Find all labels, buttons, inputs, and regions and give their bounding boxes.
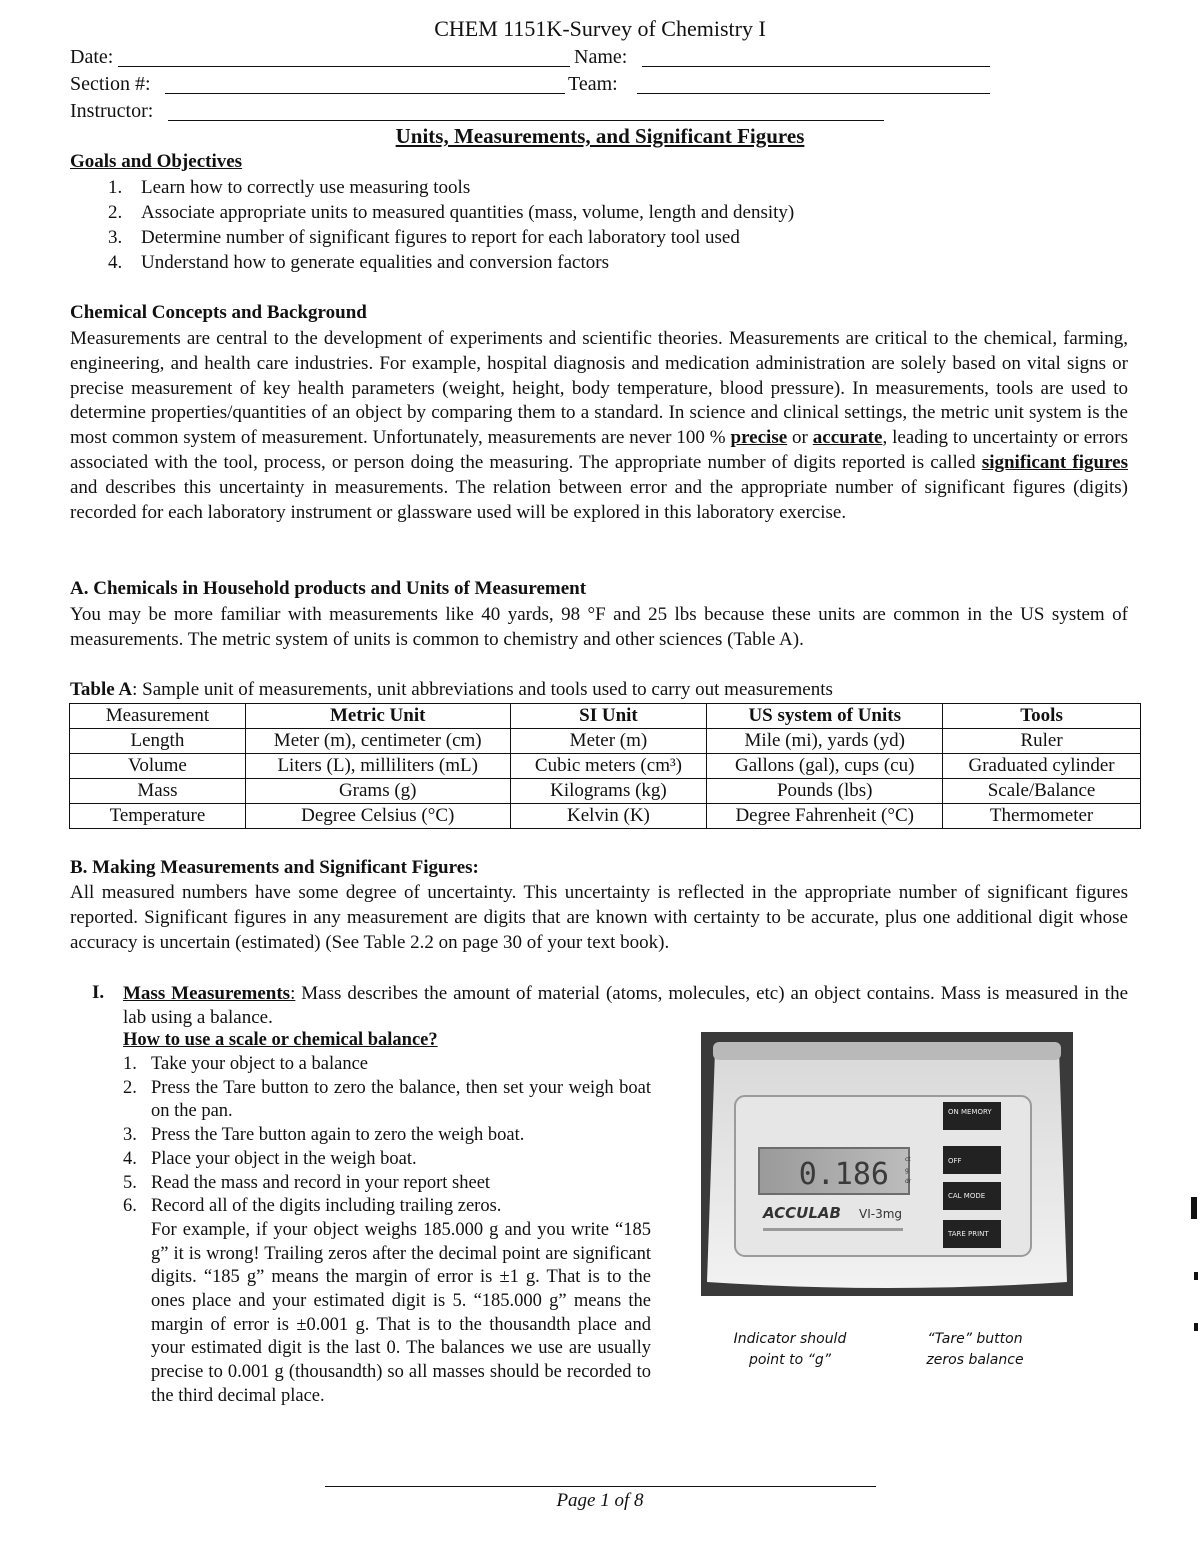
table-header-cell: US system of Units: [707, 704, 943, 729]
step-item: 5. Read the mass and record in your report sheet: [123, 1172, 491, 1193]
table-header-cell: Measurement: [70, 704, 246, 729]
footer-rule: [325, 1486, 876, 1487]
table-a-caption: Table A: Sample unit of measurements, unit abbreviations and tools used to carry out measurements: [70, 679, 833, 700]
step-item: 2. Press the Tare button to zero the balance, then set your weigh boat on the pan.: [123, 1077, 651, 1122]
goals-list: [72, 175, 972, 275]
edge-mark: [1194, 1272, 1198, 1280]
section-label: Section #:: [70, 73, 151, 95]
goal-item: 2. Associate appropriate units to measured quantities (mass, volume, length and density): [108, 202, 795, 223]
balance-model: VI-3mg: [859, 1207, 903, 1221]
table-cell: Meter (m), centimeter (cm): [245, 729, 510, 754]
date-label: Date:: [70, 46, 114, 68]
background-paragraph: Measurements are central to the development of experiments and scientific theories. Measurements are critical to the chemical, farming, engineering, and health care industries. For example, hospital diagnosis and medication administration are solely based on vital signs or precise measurement of key health parameters (weight, height, body temperature, blood pressure). In measurements, tools are used to determine properties/quantities of an object by comparing them to a standard. In science and clinical settings, the metric unit system is the most common system of measurement. Unfortunately, measurements are never 100 % precise or accurate, leading to uncertainty or errors associated with the tool, process, or person doing the measuring. The appropriate number of digits reported is called significant figures and describes this uncertainty in measurements. The relation between error and the appropriate number of significant figures (digits) recorded for each laboratory instrument or glassware used will be explored in this laboratory exercise.: [70, 328, 1129, 523]
table-cell: Meter (m): [510, 729, 707, 754]
instructor-label: Instructor:: [70, 100, 154, 122]
balance-button-tare: [943, 1220, 1001, 1248]
step-item: 3. Press the Tare button again to zero the weigh boat.: [123, 1125, 525, 1146]
balance-brand: ACCULAB: [763, 1204, 841, 1222]
table-row: [70, 804, 1141, 829]
balance-button-cal: [943, 1182, 1001, 1210]
goal-item: 4. Understand how to generate equalities and conversion factors: [108, 252, 609, 273]
step-item: 4. Place your object in the weigh boat.: [123, 1148, 417, 1169]
table-cell: Length: [70, 729, 246, 754]
balance-button-off: [943, 1146, 1001, 1174]
section-a-paragraph: You may be more familiar with measurements like 40 yards, 98 °F and 25 lbs because these units are common in the US system of measurements. The metric system of units is common to chemistry and other sciences (Table A).: [70, 604, 1128, 650]
svg-text:OFF: OFF: [948, 1157, 962, 1165]
table-cell: Volume: [70, 754, 246, 779]
table-header-cell: Tools: [943, 704, 1141, 729]
table-row: [70, 779, 1141, 804]
goal-item: 3. Determine number of significant figures to report for each laboratory tool used: [108, 227, 740, 248]
date-field[interactable]: [118, 66, 570, 67]
table-header-cell: SI Unit: [510, 704, 707, 729]
balance-illustration: [701, 1032, 1073, 1296]
term-significant-figures: significant figures: [981, 451, 1129, 473]
table-cell: Liters (L), milliliters (mL): [245, 754, 510, 779]
course-title: CHEM 1151K-Survey of Chemistry I: [434, 16, 766, 41]
step-item: 6. Record all of the digits including trailing zeros.: [123, 1196, 502, 1217]
table-cell: Thermometer: [943, 804, 1141, 829]
section-b-paragraph: All measured numbers have some degree of uncertainty. This uncertainty is reflected in the appropriate number of significant figures reported. Significant figures in any measurement are digits that are known with certainty to be accurate, plus one additional digit whose accuracy is uncertain (estimated) (See Table 2.2 on page 30 of your text book).: [70, 882, 1128, 953]
edge-mark: [1191, 1197, 1197, 1219]
svg-text:ct: ct: [905, 1156, 911, 1163]
mass-intro: Mass Measurements: Mass describes the amount of material (atoms, molecules, etc) an object contains. Mass is measured in the lab using a balance.: [123, 983, 1129, 1028]
edge-mark: [1194, 1323, 1198, 1331]
indicator-caption: Indicator should point to “g”: [733, 1331, 847, 1368]
document-title: Units, Measurements, and Significant Figures: [395, 124, 805, 148]
svg-text:ON MEMORY: ON MEMORY: [948, 1108, 992, 1116]
table-row: [70, 754, 1141, 779]
table-cell: Mile (mi), yards (yd): [707, 729, 943, 754]
balance-button-on: [943, 1102, 1001, 1130]
table-header-cell: Metric Unit: [245, 704, 510, 729]
svg-text:TARE PRINT: TARE PRINT: [948, 1230, 989, 1238]
term-precise: precise: [730, 427, 788, 449]
step-item: 1. Take your object to a balance: [123, 1054, 369, 1074]
section-a-heading: A. Chemicals in Household products and Units of Measurement: [70, 578, 587, 599]
table-cell: Degree Fahrenheit (°C): [707, 804, 943, 829]
table-cell: Temperature: [70, 804, 246, 829]
mass-numeral: I.: [92, 982, 105, 1003]
table-cell: Cubic meters (cm³): [510, 754, 707, 779]
svg-text:dr: dr: [905, 1178, 912, 1185]
table-cell: Gallons (gal), cups (cu): [707, 754, 943, 779]
table-cell: Degree Celsius (°C): [245, 804, 510, 829]
table-cell: Graduated cylinder: [943, 754, 1141, 779]
balance-display-reading: 0.186: [798, 1157, 889, 1192]
table-row: [70, 729, 1141, 754]
table-cell: Mass: [70, 779, 246, 804]
team-label: Team:: [568, 73, 618, 95]
table-cell: Kilograms (kg): [510, 779, 707, 804]
background-heading: Chemical Concepts and Background: [70, 302, 367, 323]
svg-text:CAL MODE: CAL MODE: [948, 1192, 986, 1200]
example-text: For example, if your object weighs 185.000 g and you write “185 g” it is wrong! Trailing zeros after the decimal point are significant digits. “185 g” means the margin of error is ±1 g. That is to the ones place and your estimated digit is 5. “185.000 g” means the margin of error is ±0.001 g. That is to the thousandth place and your estimated digit is the last 0. The balances we use are usually precise to 0.001 g (thousandth) so all masses should be recorded to the third decimal place.: [151, 1219, 651, 1406]
balance-steps-list: [123, 1053, 651, 1409]
table-cell: Grams (g): [245, 779, 510, 804]
table-cell: Pounds (lbs): [707, 779, 943, 804]
goal-item: 1. Learn how to correctly use measuring tools: [108, 177, 471, 198]
balance-photo: [701, 1032, 1073, 1296]
team-field[interactable]: [637, 93, 990, 94]
section-b-heading: B. Making Measurements and Significant Figures:: [70, 857, 479, 878]
table-header-row: [70, 704, 1141, 729]
table-a: [69, 703, 1141, 829]
name-field[interactable]: [642, 66, 990, 67]
table-cell: Ruler: [943, 729, 1141, 754]
instructor-field[interactable]: [168, 120, 884, 121]
page-number: Page 1 of 8: [556, 1490, 644, 1511]
term-accurate: accurate: [812, 427, 883, 449]
tare-caption: “Tare” button zeros balance: [926, 1331, 1024, 1368]
name-label: Name:: [574, 46, 628, 68]
table-cell: Scale/Balance: [943, 779, 1141, 804]
howto-heading: How to use a scale or chemical balance?: [123, 1030, 438, 1050]
svg-text:g: g: [905, 1167, 909, 1174]
section-field[interactable]: [165, 93, 565, 94]
table-cell: Kelvin (K): [510, 804, 707, 829]
goals-heading: Goals and Objectives: [70, 151, 243, 172]
